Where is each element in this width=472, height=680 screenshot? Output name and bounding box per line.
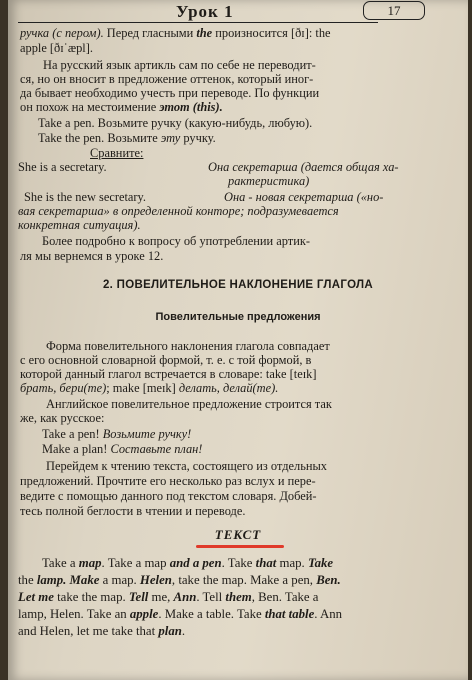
t1-6: map. [276,556,308,570]
s2-p1-line-4 [20,381,278,395]
s2-ex2-ru: Составьте план! [110,442,203,456]
intro-ex2-c: ручку. [180,131,216,145]
t2-3: Helen [139,573,172,587]
t3-0: Let me [18,590,54,604]
t3-5: . Tell [196,590,226,604]
compare-2-ru-cont: вая секретарша» в определенной конторе; подразумевается [18,204,339,218]
t5-0: and Helen, let me take that [18,624,159,638]
t2-4: , take the map. Make a pen, [171,573,317,587]
t1-0: Take a [42,556,79,570]
intro-p1-line-4 [20,100,223,114]
t3-4: Ann [173,590,197,604]
s2-ex1-en: Take a pen! [42,427,103,441]
t1-2: . Take a map [101,556,170,570]
compare-2-en: She is the new secretary. [24,190,147,204]
header-rule [18,22,378,23]
intro-p1-line-2: ся, но он вносит в предложение оттенок, который иног- [20,72,314,86]
text-line-4 [18,607,342,621]
t4-4: . Ann [314,607,342,621]
t1-5: that [255,556,277,570]
intro-l1-end: произносится [ðɪ]: the [212,26,331,40]
lesson-header: Урок 1 [176,2,234,21]
s2-p1-line-2: с его основной словарной формой, т. е. с той формой, в [20,353,312,367]
intro-line-1 [20,26,331,40]
compare-2-ru: Она - новая секретарша («но- [224,190,384,204]
intro-ex2-em: эту [160,131,181,145]
t3-1: take the map. [53,590,129,604]
t5-2: . [181,624,186,638]
s2-example-1 [42,427,191,441]
more-line-1: Более подробно к вопросу об употреблении артик- [42,234,310,248]
s2-p3-line-3: ведите с помощью данного под текстом словаря. Добей- [20,489,317,503]
text-title: ТЕКСТ [214,527,262,542]
compare-1-en: She is a secretary. [18,160,107,174]
t4-0: lamp, Helen. Take an [18,607,130,621]
intro-l1-the: the [196,26,213,40]
t2-2: a map. [99,573,140,587]
intro-line-2: apple [ðɪˈæpl]. [20,41,93,55]
s2-make-word: ; make [meɪk] [106,381,179,395]
s2-make-gloss: делать, делай(те). [178,381,279,395]
intro-example-2 [38,131,216,145]
more-line-2: ля мы вернемся в уроке 12. [20,249,164,263]
intro-p1-line-1: На русский язык артикль сам по себе не переводит- [43,58,316,72]
t4-3: that table [264,607,315,621]
t1-4: . Take [221,556,256,570]
intro-l1-text: Перед гласными [103,26,197,40]
title-underline-mark [196,545,284,548]
s2-ex2-en: Make a plan! [42,442,111,456]
t3-7: , Ben. Take a [251,590,319,604]
intro-p1-em: этот (this). [159,100,223,114]
compare-1-ru-cont: рактеристика) [228,174,310,188]
text-line-5 [18,624,185,638]
t2-1: lamp. Make [36,573,100,587]
section-title: 2. ПОВЕЛИТЕЛЬНОЕ НАКЛОНЕНИЕ ГЛАГОЛА [102,279,373,291]
t3-6: them [225,590,252,604]
t4-2: . Make a table. Take [158,607,265,621]
t1-3: and a pen [169,556,222,570]
text-line-3 [18,590,318,604]
t1-7: Take [307,556,334,570]
s2-example-2 [42,442,202,456]
compare-label: Сравните: [90,146,144,160]
intro-example-1: Take a pen. Возьмите ручку (какую-нибудь, любую). [38,116,313,130]
t3-3: me, [148,590,174,604]
s2-p3-line-1: Перейдем к чтению текста, состоящего из отдельных [46,459,327,473]
section-subtitle: Повелительные предложения [155,311,321,323]
intro-p1-line-3: да бывает необходимо учесть при переводе. По функции [20,86,320,100]
book-page [8,0,468,680]
t3-2: Tell [128,590,149,604]
intro-p1-l4-text: он похож на местоимение [20,100,160,114]
s2-p3-line-2: предложений. Прочтите его несколько раз вслух и пере- [20,474,316,488]
compare-2-ru-end: конкретная ситуация). [18,218,141,232]
intro-l1-italic: ручка (с пером). [20,26,104,40]
s2-p1-line-1: Форма повелительного наклонения глагола совпадает [46,339,330,353]
t4-1: apple [129,607,159,621]
intro-ex2-a: Take the pen. Возьмите [38,131,161,145]
s2-take-gloss: брать, бери(те) [20,381,107,395]
s2-ex1-ru: Возьмите ручку! [102,427,192,441]
text-line-2 [18,573,341,587]
t5-1: plan [158,624,182,638]
s2-p2-line-2: же, как русское: [20,411,105,425]
s2-p3-line-4: тесь полной беглости в чтении и переводе. [20,504,246,518]
t2-0: the [18,573,37,587]
s2-p1-line-3: которой данный глагол встречается в словаре: take [teɪk] [20,367,317,381]
s2-p2-line-1: Английское повелительное предложение строится так [46,397,332,411]
compare-1-ru: Она секретарша (дается общая ха- [208,160,399,174]
t2-5: Ben. [316,573,341,587]
page-number: 17 [363,1,425,20]
text-line-1 [42,556,333,570]
t1-1: map [78,556,102,570]
